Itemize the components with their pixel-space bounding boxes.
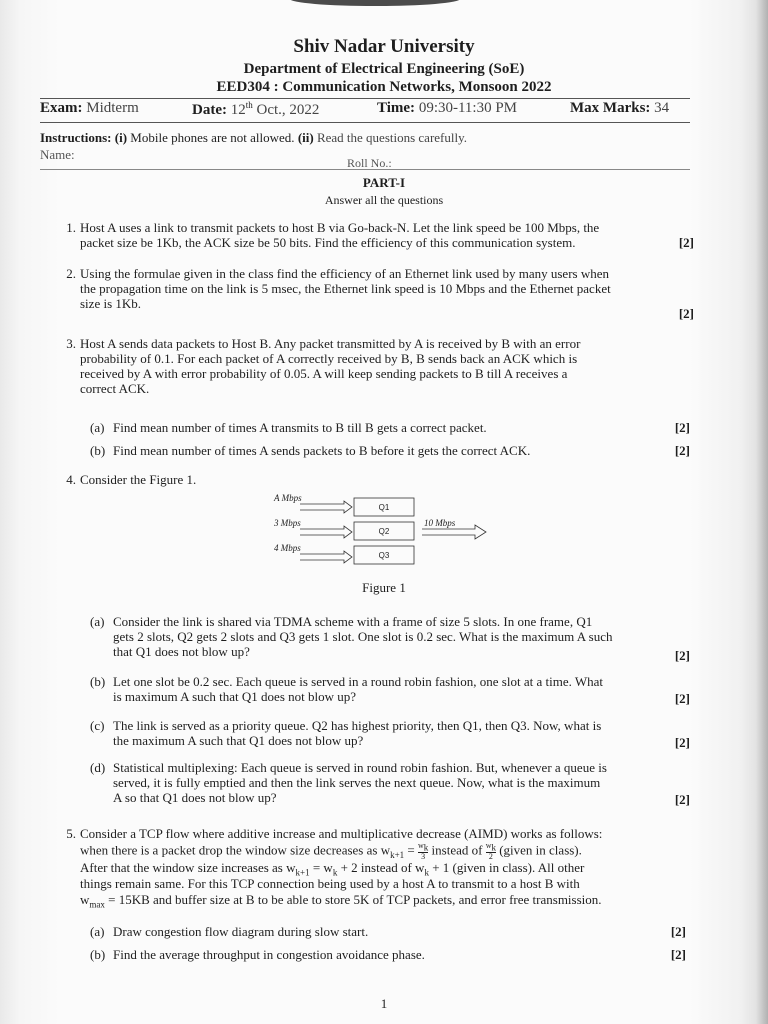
- department-title: Department of Electrical Engineering (SoE): [243, 61, 525, 77]
- max-marks-value: 34: [654, 100, 670, 116]
- subpart-label: (a): [90, 614, 105, 629]
- output-rate-label: 10 Mbps: [424, 518, 456, 528]
- subpart-text: The link is served as a priority queue. Q2 has highest priority, then Q1, then Q3. Now, what is: [113, 718, 602, 733]
- exam-info-divider: [40, 122, 690, 123]
- subpart-marks: [2]: [674, 792, 690, 807]
- question-text: things remain same. For this TCP connection being used by a host A to transmit to a host B with: [80, 876, 580, 891]
- input-arrow-3: [300, 551, 352, 563]
- subpart-marks: [2]: [674, 420, 690, 435]
- text-fragment: instead of: [428, 842, 486, 858]
- fraction: $\frac{w_k}{2}$: [485, 841, 496, 861]
- name-label: Name:: [40, 147, 75, 162]
- question-number: 4.: [66, 472, 76, 487]
- question-number: 1.: [66, 220, 76, 235]
- subpart-text: that Q1 does not blow up?: [113, 644, 250, 659]
- name-divider: [40, 169, 690, 170]
- subpart-marks: [2]: [674, 735, 690, 750]
- subpart-marks: [2]: [670, 924, 686, 939]
- question-text: Using the formulae given in the class find the efficiency of an Ethernet link used by many users when: [80, 266, 610, 281]
- question-marks: [2]: [678, 306, 694, 321]
- subscript: k+1: [390, 849, 405, 860]
- course-title: EED304 : Communication Networks, Monsoon 2022: [216, 79, 552, 95]
- subpart-marks: [2]: [674, 691, 690, 706]
- instruction-2-text: Read the questions carefully.: [316, 130, 468, 145]
- input-rate-4-label: 4 Mbps: [274, 543, 301, 553]
- subpart-label: (a): [90, 924, 105, 939]
- subpart-text: Find mean number of times A transmits to B till B gets a correct packet.: [113, 420, 487, 435]
- instructions-label: Instructions:: [40, 130, 112, 145]
- date-suffix: th: [245, 100, 253, 110]
- figure-1-queue-diagram: [270, 492, 500, 572]
- subpart-text: Consider the link is shared via TDMA scheme with a frame of size 5 slots. In one frame, Q1: [113, 614, 593, 629]
- subpart-text: Draw congestion flow diagram during slow start.: [113, 924, 369, 939]
- fraction: $\frac{w_k}{3}$: [418, 841, 429, 861]
- queue-label-q3: Q3: [378, 551, 390, 560]
- question-text: received by A with error probability of 0.05. A will keep sending packets to B till A receives a: [80, 366, 568, 381]
- question-text: Consider a TCP flow where additive increase and multiplicative decrease (AIMD) works as follows:: [80, 826, 603, 841]
- subpart-text: Find the average throughput in congestion avoidance phase.: [113, 947, 425, 962]
- question-number: 5.: [66, 826, 76, 841]
- question-number: 3.: [66, 336, 76, 351]
- instruction-1-num: (i): [114, 130, 128, 145]
- text-fragment: when there is a packet drop the window size decreases as w: [80, 842, 391, 858]
- question-number: 2.: [66, 266, 76, 281]
- page-edge-shadow: [756, 0, 768, 1024]
- subpart-label: (b): [90, 947, 106, 962]
- time-label: Time:: [377, 100, 416, 116]
- queue-label-q2: Q2: [378, 527, 390, 536]
- question-marks: [2]: [678, 235, 694, 250]
- subpart-label: (b): [90, 443, 106, 458]
- page-number: 1: [380, 996, 388, 1011]
- instruction-1-text: Mobile phones are not allowed.: [130, 130, 295, 145]
- date-rest: Oct., 2022: [256, 102, 320, 118]
- input-arrow-1: [300, 501, 352, 513]
- text-fragment: (given in class).: [495, 842, 582, 858]
- subpart-text: A so that Q1 does not blow up?: [113, 790, 277, 805]
- subpart-label: (a): [90, 420, 105, 435]
- queue-label-q1: Q1: [378, 503, 390, 512]
- question-text-formula-line: $w_{max} = 15KB$ and buffer size at B to be able to store 5K of TCP packets, and error free transmission.: [80, 892, 602, 910]
- subpart-marks: [2]: [674, 443, 690, 458]
- question-text: correct ACK.: [80, 381, 150, 396]
- date-label: Date:: [192, 102, 227, 118]
- subpart-text: served, it is fully emptied and then the link serves the next queue. Now, what is the maximum: [113, 775, 601, 790]
- subpart-text: Statistical multiplexing: Each queue is served in round robin fashion. But, whenever a queue is: [113, 760, 607, 775]
- part-title: PART-I: [362, 175, 406, 190]
- header-divider: [40, 98, 690, 99]
- date-day: 12: [230, 102, 246, 118]
- max-marks-label: Max Marks:: [570, 100, 651, 116]
- roll-no-label: Roll No.:: [347, 156, 392, 170]
- subpart-marks: [2]: [670, 947, 686, 962]
- subpart-label: (c): [90, 718, 105, 733]
- part-subtitle: Answer all the questions: [324, 193, 444, 207]
- subpart-text: is maximum A such that Q1 does not blow up?: [113, 689, 357, 704]
- subpart-label: (d): [90, 760, 106, 775]
- input-arrow-2: [300, 526, 352, 538]
- figure-caption: Figure 1: [362, 580, 406, 595]
- question-text: Host A sends data packets to Host B. Any packet transmitted by A is received by B with an error: [80, 336, 581, 351]
- subpart-text: gets 2 slots, Q2 gets 2 slots and Q3 gets 1 slot. One slot is 0.2 sec. What is the maximum A such: [113, 629, 613, 644]
- question-text: Host A uses a link to transmit packets to host B via Go-back-N. Let the link speed be 100 Mbps, the: [80, 220, 600, 235]
- subpart-label: (b): [90, 674, 106, 689]
- university-title: Shiv Nadar University: [293, 36, 475, 57]
- subpart-marks: [2]: [674, 648, 690, 663]
- question-text: Consider the Figure 1.: [80, 472, 197, 487]
- question-text: probability of 0.1. For each packet of A correctly received by B, B sends back an ACK which is: [80, 351, 578, 366]
- question-text: the propagation time on the link is 5 msec, the Ethernet link speed is 10 Mbps and the Ethernet packet: [80, 281, 611, 296]
- exam-value: Midterm: [86, 100, 139, 116]
- instruction-2-num: (ii): [297, 130, 314, 145]
- subpart-text: Find mean number of times A sends packets to B before it gets the correct ACK.: [113, 443, 531, 458]
- text-fragment: =: [404, 842, 418, 858]
- question-text: packet size be 1Kb, the ACK size be 50 bits. Find the efficiency of this communication system.: [80, 235, 576, 250]
- instructions: [40, 130, 467, 146]
- question-text-formula-line: After that the window size increases as $w_{k+1} = w_k + 2$ instead of $w_k + 1$ (given in class). All other: [80, 860, 585, 878]
- subpart-text: Let one slot be 0.2 sec. Each queue is served in a round robin fashion, one slot at a time. What: [113, 674, 604, 689]
- question-text: size is 1Kb.: [80, 296, 142, 311]
- input-rate-3-label: 3 Mbps: [274, 518, 301, 528]
- subpart-text: the maximum A such that Q1 does not blow up?: [113, 733, 364, 748]
- input-rate-a-label: A Mbps: [274, 493, 302, 503]
- time-value: 09:30-11:30 PM: [418, 100, 518, 116]
- exam-label: Exam:: [40, 100, 83, 116]
